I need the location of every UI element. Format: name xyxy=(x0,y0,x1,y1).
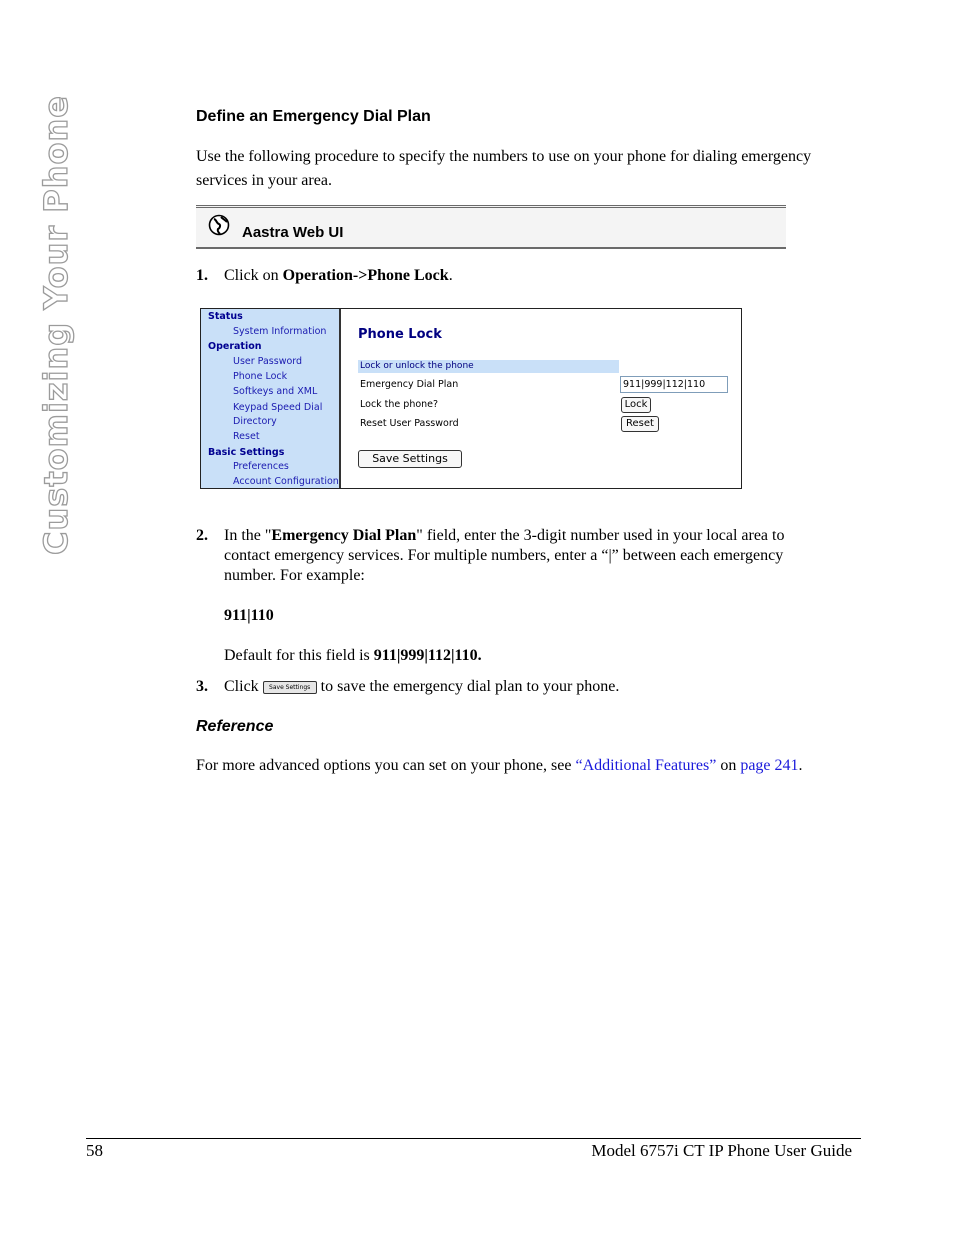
nav-item-account-configuration[interactable]: Account Configuration xyxy=(233,476,339,487)
lock-button[interactable]: Lock xyxy=(621,397,651,413)
section-bar xyxy=(358,360,619,373)
step-text-post: . xyxy=(448,267,453,284)
page-title: Phone Lock xyxy=(358,327,442,342)
step-text-bold: Emergency Dial Plan xyxy=(271,527,417,544)
step-text-post: to save the emergency dial plan to your phone. xyxy=(320,678,620,695)
web-ui-label: Aastra Web UI xyxy=(242,224,344,241)
intro-paragraph: Use the following procedure to specify the numbers to use on your phone for dialing emergency services in your area. xyxy=(196,148,812,189)
nav-item-directory[interactable]: Directory xyxy=(233,416,277,427)
chapter-side-tab-text: Customizing Your Phone xyxy=(37,95,76,555)
reference-text-mid: on xyxy=(716,757,741,774)
nav-section-operation[interactable]: Operation xyxy=(208,341,262,352)
dial-plan-input[interactable]: 911|999|112|110 xyxy=(620,376,728,393)
step-text-pre: In the " xyxy=(224,527,272,544)
globe-icon xyxy=(208,214,230,236)
dial-plan-label: Emergency Dial Plan xyxy=(360,379,459,390)
footer-divider xyxy=(86,1138,861,1139)
step-number: 2. xyxy=(196,527,208,544)
step-text xyxy=(224,526,834,586)
nav-item-phone-lock[interactable]: Phone Lock xyxy=(233,371,288,382)
reference-text-post: . xyxy=(798,757,803,774)
nav-item-reset[interactable]: Reset xyxy=(233,431,260,442)
nav-section-basic-settings[interactable]: Basic Settings xyxy=(208,447,285,458)
reference-paragraph xyxy=(196,757,803,775)
guide-title: Model 6757i CT IP Phone User Guide xyxy=(591,1141,852,1160)
nav-section-status[interactable]: Status xyxy=(208,311,243,322)
page-number: 58 xyxy=(86,1141,103,1160)
step-text-bold: Operation->Phone Lock xyxy=(282,267,449,284)
section-bar-label: Lock or unlock the phone xyxy=(360,361,474,371)
nav-item-preferences[interactable]: Preferences xyxy=(233,461,289,472)
nav-item-keypad-speed-dial[interactable]: Keypad Speed Dial xyxy=(233,402,323,413)
lock-label: Lock the phone? xyxy=(360,399,439,410)
web-ui-screenshot xyxy=(200,308,742,489)
reset-button[interactable]: Reset xyxy=(621,416,659,432)
step-text-pre: Click xyxy=(224,678,259,695)
step-text-pre: Click on xyxy=(224,267,283,284)
nav-item-softkeys-xml[interactable]: Softkeys and XML xyxy=(233,386,318,397)
step-text xyxy=(224,266,834,286)
step-number: 1. xyxy=(196,267,208,284)
save-settings-button[interactable]: Save Settings xyxy=(358,450,462,468)
web-ui-nav xyxy=(201,309,341,488)
step-text-post: " field, enter the 3-digit number used in your local area to contact emergency services. For multiple numbers, enter a “|” between each emergency number. For example: xyxy=(224,527,785,584)
chapter-side-tab xyxy=(34,95,78,555)
reset-password-label: Reset User Password xyxy=(360,418,459,429)
additional-features-link[interactable]: “Additional Features” xyxy=(575,757,717,774)
default-note xyxy=(224,647,482,665)
default-note-pre: Default for this field is xyxy=(224,647,374,664)
nav-item-user-password[interactable]: User Password xyxy=(233,356,303,367)
nav-item-system-information[interactable]: System Information xyxy=(233,326,327,337)
reference-text-pre: For more advanced options you can set on your phone, see xyxy=(196,757,576,774)
web-ui-banner xyxy=(196,205,786,249)
example-value: 911|110 xyxy=(224,607,274,624)
save-settings-inline-button: Save Settings xyxy=(263,681,317,694)
web-ui-main xyxy=(343,309,741,488)
reference-heading: Reference xyxy=(196,718,274,735)
section-heading: Define an Emergency Dial Plan xyxy=(196,108,431,125)
page-241-link[interactable]: page 241 xyxy=(740,757,799,774)
step-number: 3. xyxy=(196,678,208,695)
default-note-value: 911|999|112|110. xyxy=(373,647,482,664)
step-text xyxy=(224,677,834,697)
